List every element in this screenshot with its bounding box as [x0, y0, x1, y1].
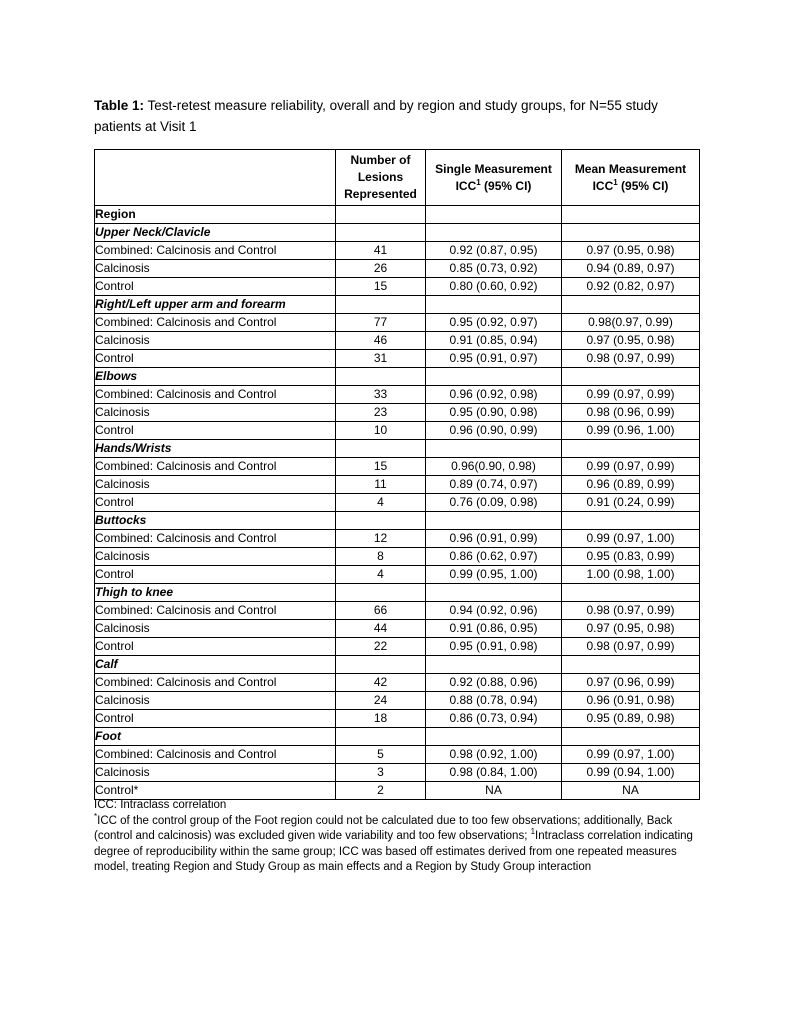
group-title: Foot — [95, 728, 336, 746]
lesion-count: 4 — [336, 494, 426, 512]
empty-cell — [426, 584, 562, 602]
table-row — [95, 764, 700, 782]
mean-icc: 0.91 (0.24, 0.99) — [562, 494, 700, 512]
single-icc: 0.86 (0.62, 0.97) — [426, 548, 562, 566]
mean-icc: 0.99 (0.96, 1.00) — [562, 422, 700, 440]
row-label: Control — [95, 566, 336, 584]
single-icc: 0.96 (0.91, 0.99) — [426, 530, 562, 548]
region-label: Region — [95, 206, 336, 224]
mean-icc: 0.96 (0.89, 0.99) — [562, 476, 700, 494]
caption-label: Table 1: — [94, 98, 145, 113]
single-icc: 0.76 (0.09, 0.98) — [426, 494, 562, 512]
table-row — [95, 332, 700, 350]
row-label: Control — [95, 422, 336, 440]
group-title: Hands/Wrists — [95, 440, 336, 458]
mean-icc: 1.00 (0.98, 1.00) — [562, 566, 700, 584]
table-row — [95, 242, 700, 260]
group-row — [95, 296, 700, 314]
single-icc: 0.99 (0.95, 1.00) — [426, 566, 562, 584]
empty-cell — [426, 512, 562, 530]
row-label: Calcinosis — [95, 548, 336, 566]
single-icc: 0.95 (0.91, 0.98) — [426, 638, 562, 656]
lesion-count: 15 — [336, 278, 426, 296]
single-icc: 0.85 (0.73, 0.92) — [426, 260, 562, 278]
row-label: Combined: Calcinosis and Control — [95, 242, 336, 260]
mean-icc: 0.99 (0.97, 1.00) — [562, 746, 700, 764]
row-label: Combined: Calcinosis and Control — [95, 314, 336, 332]
row-label: Combined: Calcinosis and Control — [95, 386, 336, 404]
table-row — [95, 602, 700, 620]
mean-icc: 0.98 (0.97, 0.99) — [562, 602, 700, 620]
single-icc: 0.88 (0.78, 0.94) — [426, 692, 562, 710]
empty-cell — [562, 224, 700, 242]
group-title: Buttocks — [95, 512, 336, 530]
row-label: Control — [95, 638, 336, 656]
group-row — [95, 656, 700, 674]
caption-text: Test-retest measure reliability, overall and by region and study groups, for N=55 study patients at Visit 1 — [94, 98, 658, 134]
table-row — [95, 566, 700, 584]
single-icc: 0.95 (0.91, 0.97) — [426, 350, 562, 368]
lesion-count: 8 — [336, 548, 426, 566]
lesion-count: 26 — [336, 260, 426, 278]
row-label: Control — [95, 278, 336, 296]
group-row — [95, 368, 700, 386]
mean-icc: 0.97 (0.96, 0.99) — [562, 674, 700, 692]
single-icc: 0.96(0.90, 0.98) — [426, 458, 562, 476]
empty-cell — [562, 512, 700, 530]
table-row — [95, 782, 700, 800]
lesion-count: 31 — [336, 350, 426, 368]
single-icc: 0.96 (0.90, 0.99) — [426, 422, 562, 440]
empty-cell — [336, 584, 426, 602]
header-lesions: Number of Lesions Represented — [336, 150, 426, 206]
row-label: Combined: Calcinosis and Control — [95, 530, 336, 548]
row-label: Control — [95, 350, 336, 368]
single-icc: 0.91 (0.85, 0.94) — [426, 332, 562, 350]
row-label: Combined: Calcinosis and Control — [95, 746, 336, 764]
mean-icc: 0.94 (0.89, 0.97) — [562, 260, 700, 278]
group-title: Calf — [95, 656, 336, 674]
empty-cell — [562, 368, 700, 386]
lesion-count: 22 — [336, 638, 426, 656]
row-label: Control* — [95, 782, 336, 800]
note-text-b: Intraclass correlation indicating degree of reproducibility within the same group; ICC was based off estimates derived from one repeated measures model, treating Region and Study Group as main effects and a Region by Study Group interaction — [94, 830, 693, 873]
table-row — [95, 494, 700, 512]
header-row — [95, 150, 700, 206]
mean-icc: 0.98 (0.97, 0.99) — [562, 638, 700, 656]
single-icc: 0.98 (0.92, 1.00) — [426, 746, 562, 764]
mean-icc: 0.96 (0.91, 0.98) — [562, 692, 700, 710]
lesion-count: 44 — [336, 620, 426, 638]
row-label: Calcinosis — [95, 476, 336, 494]
empty-cell — [336, 296, 426, 314]
mean-icc: 0.98(0.97, 0.99) — [562, 314, 700, 332]
empty-cell — [562, 206, 700, 224]
row-label: Calcinosis — [95, 692, 336, 710]
single-icc: 0.80 (0.60, 0.92) — [426, 278, 562, 296]
table-row — [95, 278, 700, 296]
single-icc: NA — [426, 782, 562, 800]
table-row — [95, 350, 700, 368]
header-single-sup: 1 — [476, 177, 481, 187]
empty-cell — [562, 728, 700, 746]
empty-cell — [426, 206, 562, 224]
empty-cell — [336, 206, 426, 224]
header-single-text: Single Measurement ICC — [435, 161, 552, 193]
lesion-count: 23 — [336, 404, 426, 422]
lesion-count: 4 — [336, 566, 426, 584]
table-row — [95, 746, 700, 764]
mean-icc: 0.99 (0.94, 1.00) — [562, 764, 700, 782]
row-label: Calcinosis — [95, 620, 336, 638]
lesion-count: 33 — [336, 386, 426, 404]
empty-cell — [426, 296, 562, 314]
empty-cell — [336, 224, 426, 242]
note-text-a: ICC of the control group of the Foot region could not be calculated due to too few observations; additionally, Back (control and calcinosis) was excluded given wide variability and too few observations; — [94, 814, 673, 842]
lesion-count: 42 — [336, 674, 426, 692]
mean-icc: 0.99 (0.97, 0.99) — [562, 458, 700, 476]
group-title: Thigh to knee — [95, 584, 336, 602]
region-row — [95, 206, 700, 224]
lesion-count: 15 — [336, 458, 426, 476]
single-icc: 0.95 (0.90, 0.98) — [426, 404, 562, 422]
empty-cell — [336, 368, 426, 386]
lesion-count: 11 — [336, 476, 426, 494]
mean-icc: 0.97 (0.95, 0.98) — [562, 332, 700, 350]
row-label: Control — [95, 494, 336, 512]
empty-cell — [336, 440, 426, 458]
table-row — [95, 458, 700, 476]
mean-icc: 0.98 (0.96, 0.99) — [562, 404, 700, 422]
header-single — [426, 150, 562, 206]
note-icc: ICC: Intraclass correlation — [94, 799, 227, 811]
group-row — [95, 584, 700, 602]
header-single-ci: (95% CI) — [480, 178, 532, 193]
empty-cell — [426, 368, 562, 386]
note-star: * — [94, 811, 98, 821]
row-label: Calcinosis — [95, 260, 336, 278]
mean-icc: 0.95 (0.89, 0.98) — [562, 710, 700, 728]
lesion-count: 77 — [336, 314, 426, 332]
mean-icc: 0.99 (0.97, 0.99) — [562, 386, 700, 404]
single-icc: 0.94 (0.92, 0.96) — [426, 602, 562, 620]
lesion-count: 46 — [336, 332, 426, 350]
table-row — [95, 422, 700, 440]
mean-icc: 0.98 (0.97, 0.99) — [562, 350, 700, 368]
lesion-count: 2 — [336, 782, 426, 800]
single-icc: 0.92 (0.88, 0.96) — [426, 674, 562, 692]
empty-cell — [562, 584, 700, 602]
lesion-count: 24 — [336, 692, 426, 710]
lesion-count: 12 — [336, 530, 426, 548]
table-row — [95, 314, 700, 332]
single-icc: 0.98 (0.84, 1.00) — [426, 764, 562, 782]
single-icc: 0.95 (0.92, 0.97) — [426, 314, 562, 332]
table-row — [95, 548, 700, 566]
empty-cell — [336, 512, 426, 530]
lesion-count: 3 — [336, 764, 426, 782]
mean-icc: 0.99 (0.97, 1.00) — [562, 530, 700, 548]
single-icc: 0.92 (0.87, 0.95) — [426, 242, 562, 260]
empty-cell — [562, 656, 700, 674]
empty-cell — [426, 440, 562, 458]
lesion-count: 18 — [336, 710, 426, 728]
table-row — [95, 692, 700, 710]
table-notes — [94, 798, 704, 876]
empty-cell — [336, 656, 426, 674]
group-title: Right/Left upper arm and forearm — [95, 296, 336, 314]
note-one: 1 — [530, 827, 536, 837]
header-mean-sup: 1 — [613, 177, 618, 187]
empty-cell — [426, 224, 562, 242]
group-title: Elbows — [95, 368, 336, 386]
lesion-count: 5 — [336, 746, 426, 764]
single-icc: 0.89 (0.74, 0.97) — [426, 476, 562, 494]
header-mean — [562, 150, 700, 206]
table-row — [95, 386, 700, 404]
mean-icc: 0.92 (0.82, 0.97) — [562, 278, 700, 296]
table-row — [95, 530, 700, 548]
mean-icc: NA — [562, 782, 700, 800]
table-row — [95, 620, 700, 638]
row-label: Calcinosis — [95, 404, 336, 422]
single-icc: 0.91 (0.86, 0.95) — [426, 620, 562, 638]
lesion-count: 41 — [336, 242, 426, 260]
mean-icc: 0.97 (0.95, 0.98) — [562, 620, 700, 638]
row-label: Combined: Calcinosis and Control — [95, 458, 336, 476]
table-row — [95, 476, 700, 494]
table-caption — [94, 95, 704, 137]
empty-cell — [562, 296, 700, 314]
mean-icc: 0.95 (0.83, 0.99) — [562, 548, 700, 566]
table-row — [95, 260, 700, 278]
group-row — [95, 728, 700, 746]
lesion-count: 66 — [336, 602, 426, 620]
empty-cell — [426, 656, 562, 674]
empty-cell — [336, 728, 426, 746]
row-label: Combined: Calcinosis and Control — [95, 674, 336, 692]
table-row — [95, 674, 700, 692]
row-label: Control — [95, 710, 336, 728]
group-row — [95, 512, 700, 530]
row-label: Calcinosis — [95, 764, 336, 782]
header-mean-text: Mean Measurement ICC — [574, 161, 687, 193]
single-icc: 0.86 (0.73, 0.94) — [426, 710, 562, 728]
header-blank — [95, 150, 336, 206]
empty-cell — [426, 728, 562, 746]
row-label: Combined: Calcinosis and Control — [95, 602, 336, 620]
reliability-table — [94, 149, 700, 800]
table-row — [95, 710, 700, 728]
group-title: Upper Neck/Clavicle — [95, 224, 336, 242]
group-row — [95, 440, 700, 458]
header-mean-ci: (95% CI) — [617, 178, 669, 193]
note-footnote — [94, 811, 704, 876]
table-row — [95, 404, 700, 422]
lesion-count: 10 — [336, 422, 426, 440]
empty-cell — [562, 440, 700, 458]
row-label: Calcinosis — [95, 332, 336, 350]
table-row — [95, 638, 700, 656]
group-row — [95, 224, 700, 242]
single-icc: 0.96 (0.92, 0.98) — [426, 386, 562, 404]
mean-icc: 0.97 (0.95, 0.98) — [562, 242, 700, 260]
